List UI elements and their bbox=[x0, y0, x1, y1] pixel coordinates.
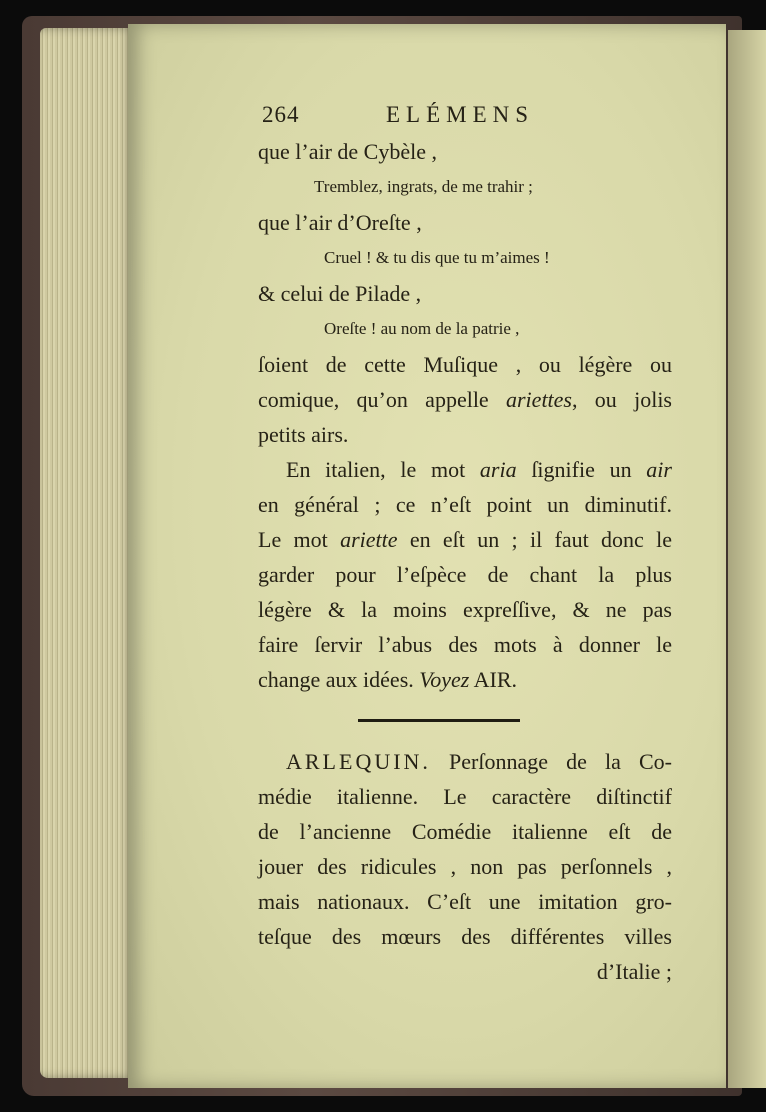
entry-heading: ARLEQUIN. bbox=[286, 749, 431, 774]
page-edges bbox=[40, 28, 135, 1078]
text-line: de l’ancienne Comédie italienne eſt de bbox=[258, 819, 672, 844]
text-line: faire ſervir l’abus des mots à donner le bbox=[258, 632, 672, 657]
text-line: en général ; ce n’eſt point un diminutif. bbox=[258, 492, 672, 517]
text-line: que l’air de Cybèle , bbox=[258, 139, 437, 164]
text-line: Le mot ariette en eſt un ; il faut donc le bbox=[258, 527, 673, 552]
text-line: petits airs. bbox=[258, 422, 349, 447]
verse-quote: Oreſte ! au nom de la patrie , bbox=[324, 319, 520, 338]
text-line: garder pour l’eſpèce de chant la plus bbox=[258, 562, 672, 587]
page-number: 264 bbox=[262, 102, 300, 127]
text-line: En italien, le mot aria ſignifie un air bbox=[286, 457, 672, 482]
running-header bbox=[258, 102, 672, 134]
section-divider bbox=[358, 719, 520, 722]
running-title: ELÉMENS bbox=[386, 102, 535, 127]
text-line: & celui de Pilade , bbox=[258, 281, 422, 306]
text-line: d’Italie ; bbox=[596, 959, 672, 984]
text-line: légère & la moins expreſſive, & ne pas bbox=[258, 597, 672, 622]
next-page-edge bbox=[728, 30, 766, 1088]
text-line: que l’air d’Oreſte , bbox=[258, 210, 422, 235]
text-line: change aux idées. Voyez AIR. bbox=[258, 667, 518, 692]
text-line: médie italienne. Le caractère diſtinctif bbox=[258, 784, 672, 809]
text-line: jouer des ridicules , non pas perſonnels , bbox=[258, 854, 672, 879]
text-line: teſque des mœurs des différentes villes bbox=[258, 924, 672, 949]
page-content bbox=[258, 102, 672, 989]
text-line: ſoient de cette Muſique , ou légère ou bbox=[258, 352, 672, 377]
entry-heading-line: ARLEQUIN. Perſonnage de la Co- bbox=[286, 749, 672, 774]
verse-lines bbox=[258, 134, 672, 347]
text-line: comique, qu’on appelle ariettes, ou jolis bbox=[258, 387, 672, 412]
text-line: mais nationaux. C’eſt une imitation gro- bbox=[258, 889, 672, 914]
verse-quote: Tremblez, ingrats, de me trahir ; bbox=[314, 177, 533, 196]
verse-quote: Cruel ! & tu dis que tu m’aimes ! bbox=[324, 248, 550, 267]
